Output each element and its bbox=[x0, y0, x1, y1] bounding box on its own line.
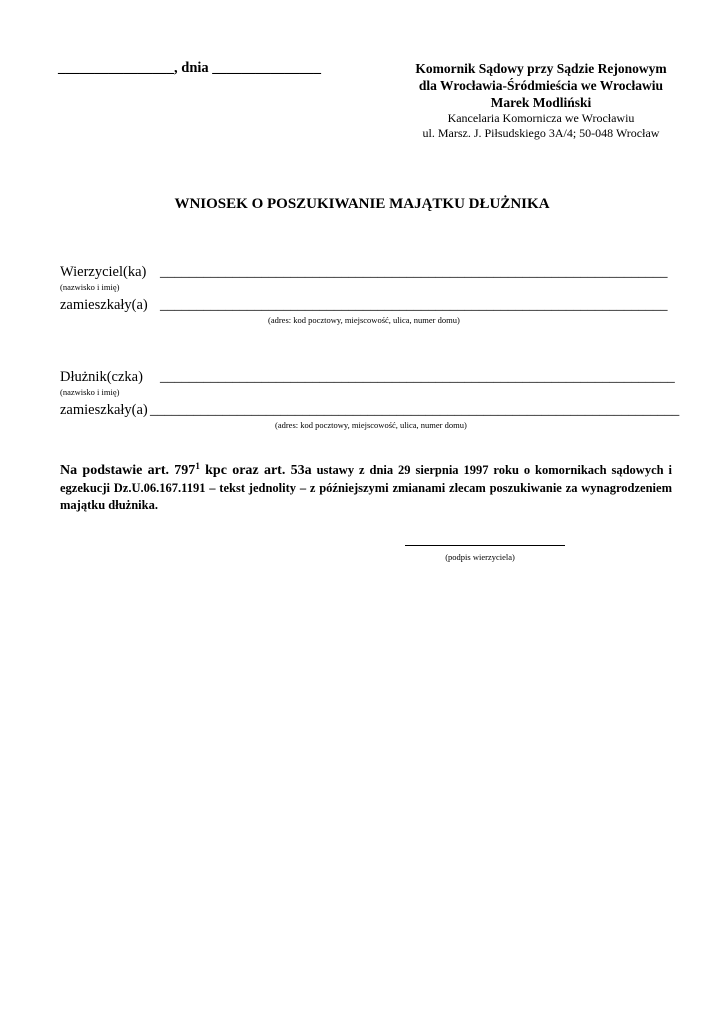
debtor-address-hint: (adres: kod pocztowy, miejscowość, ulica, numer domu) bbox=[275, 420, 467, 430]
legal-basis-part-1: Na podstawie art. 797 bbox=[60, 463, 196, 478]
creditor-name-line: ______________________________________________________________________ bbox=[160, 264, 668, 280]
debtor-residence-label: zamieszkały(a) bbox=[60, 402, 148, 418]
bailiff-name: Marek Modliński bbox=[490, 95, 592, 110]
creditor-address-hint: (adres: kod pocztowy, miejscowość, ulica, numer domu) bbox=[268, 315, 460, 325]
document-title: WNIOSEK O POSZUKIWANIE MAJĄTKU DŁUŻNIKA bbox=[174, 196, 550, 212]
debtor-name-line: _______________________________________________________________________ bbox=[160, 369, 675, 385]
creditor-residence-label: zamieszkały(a) bbox=[60, 297, 148, 313]
bailiff-line-2: dla Wrocławia-Śródmieścia we Wrocławiu bbox=[418, 78, 664, 93]
office-line-1: Kancelaria Komornicza we Wrocławiu bbox=[447, 111, 635, 125]
legal-basis-part-2: kpc oraz art. 53a bbox=[199, 463, 312, 478]
article-superscript: 1 bbox=[195, 460, 200, 471]
creditor-label: Wierzyciel(ka) bbox=[60, 264, 147, 280]
legal-basis-part-3: ustawy z dnia 29 sierpnia 1997 roku o komornikach sądowych i egzekucji Dz.U.06.167.1191 – tekst jednolity – z późniejszymi zmianami zlecam poszukiwanie za wynagrodzeniem majątku dłużnika. bbox=[60, 463, 672, 512]
request-paragraph bbox=[60, 462, 672, 515]
debtor-label: Dłużnik(czka) bbox=[60, 369, 143, 385]
creditor-name-hint: (nazwisko i imię) bbox=[60, 282, 120, 292]
office-line-2: ul. Marsz. J. Piłsudskiego 3A/4; 50-048 Wrocław bbox=[422, 126, 660, 140]
creditor-residence-line: ______________________________________________________________________ bbox=[160, 297, 668, 313]
bailiff-address-block bbox=[388, 60, 694, 141]
signature-hint: (podpis wierzyciela) bbox=[445, 552, 515, 562]
place-date-field: ________________, dnia _______________ bbox=[58, 60, 322, 76]
debtor-name-hint: (nazwisko i imię) bbox=[60, 387, 120, 397]
bailiff-line-1: Komornik Sądowy przy Sądzie Rejonowym bbox=[415, 61, 667, 76]
debtor-residence-line: _________________________________________________________________________ bbox=[150, 402, 680, 418]
signature-line bbox=[405, 545, 565, 546]
